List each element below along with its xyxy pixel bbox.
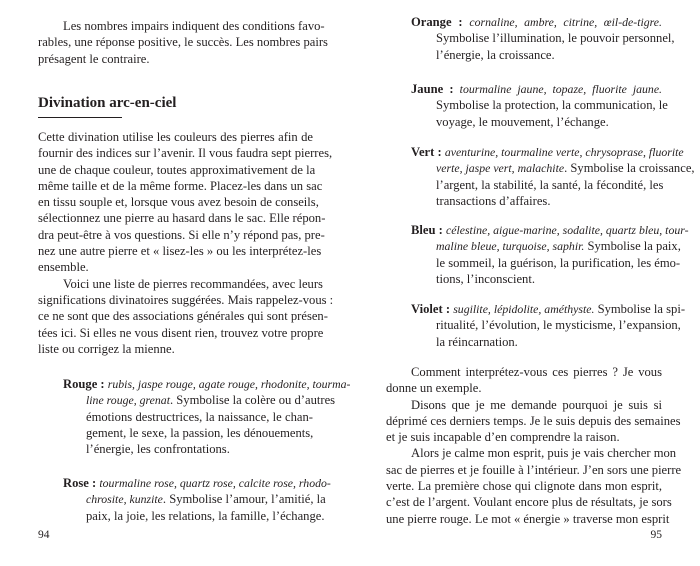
text-line — [63, 409, 313, 425]
text-line — [386, 462, 682, 478]
text-run: tées ici. Si elles ne vous disent rien, trouvez votre propre — [38, 325, 324, 340]
color-label: Rouge : — [63, 377, 108, 391]
text-line — [38, 145, 333, 161]
text-run: déprimé ces derniers temps. Je le suis depuis des semaines — [386, 413, 681, 428]
text-line — [411, 81, 662, 97]
text-run: Alors je calme mon esprit, puis je vais chercher mon — [411, 446, 677, 461]
stone-names: cornaline, ambre, citrine, œil-de-tigre. — [469, 15, 662, 29]
text-line — [386, 445, 677, 461]
text-run: donne un exemple. — [386, 381, 482, 396]
text-line — [38, 292, 334, 308]
stone-names: célestine, aigue-marine, sodalite, quartz bleu, tour- — [445, 223, 689, 237]
stone-names: tourmaline jaune, topaze, fluorite jaune. — [459, 82, 662, 96]
text-line — [38, 18, 325, 34]
text-run: la réincarnation. — [436, 334, 518, 349]
right-page — [350, 0, 700, 566]
text-line — [411, 160, 695, 176]
text-line — [38, 325, 324, 341]
stone-names: tourmaline rose, quartz rose, calcite rose, rhodo- — [99, 476, 331, 490]
text-run: rables, une réponse positive, le succès. Les nombres pairs — [38, 35, 328, 50]
color-label: Orange : — [411, 15, 470, 29]
text-run: fournir des indices sur l’avenir. Il vous faudra sept pierres, — [38, 146, 333, 161]
paragraph-prose — [386, 364, 682, 527]
text-line — [38, 51, 313, 67]
stone-names: verte, jaspe vert, malachite — [436, 161, 565, 176]
color-label: Jaune : — [411, 82, 460, 96]
text-run: voyage, le mouvement, l’échange. — [436, 114, 609, 129]
text-run: liste ou corrigez la mienne. — [38, 341, 175, 356]
text-run: . Symbolise l’amour, l’amitié, la — [162, 492, 326, 507]
text-line — [38, 34, 328, 50]
text-line — [63, 475, 331, 491]
text-run: significations divinatoires suggérées. Mais rappelez-vous : — [38, 292, 334, 307]
stone-names: sugilite, lépidolite, améthyste. — [453, 302, 595, 316]
text-line — [63, 491, 326, 507]
paragraph-p1 — [38, 18, 328, 67]
text-run: paix, la joie, les relations, la famille, l’échange. — [86, 508, 325, 523]
stone-names: maline bleue, turquoise, saphir. — [436, 239, 585, 254]
text-line — [386, 413, 681, 429]
text-line — [411, 255, 681, 271]
color-label: Violet : — [411, 302, 454, 316]
stone-names: line rouge, grenat — [86, 393, 170, 408]
text-line — [386, 397, 662, 413]
text-line — [411, 222, 689, 238]
text-run: c’est de l’argent. Voulant encore plus de résultats, je sors — [386, 495, 672, 510]
stone-entry-orange — [411, 14, 675, 63]
color-label: Vert : — [411, 145, 445, 159]
text-run: sac de pierres et je fouille à l’intérieur. J’en sors une pierre — [386, 462, 682, 477]
text-line — [38, 308, 328, 324]
text-line — [411, 14, 662, 30]
color-label: Bleu : — [411, 223, 446, 237]
text-run: . Symbolise la colère ou d’autres — [169, 393, 336, 408]
text-run: Disons que je me demande pourquoi je suis si — [411, 397, 662, 412]
text-line — [411, 144, 684, 160]
text-line — [63, 425, 313, 441]
text-line — [386, 511, 670, 527]
text-line — [411, 334, 662, 350]
text-run: ensemble. — [38, 260, 89, 275]
text-line — [38, 210, 326, 226]
text-line — [38, 259, 313, 275]
text-run: l’argent, la stabilité, la santé, la fécondité, les — [436, 177, 664, 192]
text-line — [411, 97, 668, 113]
text-run: Symbolise la protection, la communication, le — [436, 98, 668, 113]
stone-entry-rouge — [63, 376, 351, 457]
stone-entry-violet — [411, 301, 686, 350]
text-line — [38, 162, 316, 178]
text-line — [411, 47, 662, 63]
stone-entry-vert — [411, 144, 695, 209]
text-line — [411, 238, 681, 254]
text-run: . Symbolise la croissance, — [564, 161, 695, 176]
text-run: Comment interprétez-vous ces pierres ? Je vous — [411, 365, 662, 379]
text-run: même taille et de la même forme. Placez-les dans un sac — [38, 178, 323, 193]
text-line — [411, 114, 662, 130]
heading-underline — [38, 117, 122, 118]
page-number: 95 — [650, 529, 662, 541]
text-run: tions, l’inconscient. — [436, 271, 535, 286]
text-run: Symbolise la paix, — [584, 239, 681, 254]
text-line — [38, 129, 313, 145]
page-number: 94 — [38, 529, 50, 541]
text-line — [386, 364, 662, 380]
text-line — [63, 441, 313, 457]
text-run: ritualité, l’évolution, le mysticisme, l’expansion, — [436, 318, 681, 333]
text-run: Voici une liste de pierres recommandées, avec leurs — [63, 276, 323, 291]
text-line — [386, 429, 662, 445]
text-line — [38, 243, 322, 259]
text-run: en tissu souple et, lorsque vous avez besoin de conseils, — [38, 195, 319, 210]
text-run: présagent le contraire. — [38, 51, 150, 66]
text-line — [38, 276, 323, 292]
text-run: une de chaque couleur, toutes approximativement de la — [38, 162, 316, 177]
section-heading: Divination arc-en-ciel — [38, 95, 177, 111]
stone-names: aventurine, tourmaline verte, chrysoprase, fluorite — [444, 145, 684, 159]
text-line — [386, 478, 662, 494]
text-line — [63, 376, 351, 392]
text-line — [38, 227, 325, 243]
text-run: ce ne sont que des associations générales qui sont présen- — [38, 309, 328, 324]
stone-entry-bleu — [411, 222, 689, 287]
text-run: verte. La première chose qui clignote dans mon esprit, — [386, 479, 662, 494]
text-run: Cette divination utilise les couleurs des pierres afin de — [38, 130, 313, 144]
text-line — [411, 301, 686, 317]
text-run: l’énergie, les confrontations. — [86, 442, 230, 457]
text-line — [411, 30, 675, 46]
text-line — [38, 178, 323, 194]
text-run: l’énergie, la croissance. — [436, 47, 555, 62]
text-line — [411, 193, 662, 209]
text-line — [386, 380, 662, 396]
text-line — [63, 508, 325, 524]
text-run: et je suis incapable d’en comprendre la raison. — [386, 430, 620, 445]
text-line — [411, 317, 681, 333]
text-run: dra peut-être à vos questions. Si elle n’y répond pas, pre- — [38, 227, 325, 242]
text-run: sélectionnez une pierre au hasard dans le sac. Elle répon- — [38, 211, 326, 226]
text-run: Symbolise l’illumination, le pouvoir personnel, — [436, 31, 675, 46]
text-run: le sommeil, la guérison, la purification, les émo- — [436, 255, 681, 270]
text-run: émotions destructrices, la naissance, le chan- — [86, 409, 313, 424]
stone-names: rubis, jaspe rouge, agate rouge, rhodonite, tourma- — [107, 377, 351, 391]
text-line — [411, 177, 662, 193]
text-run: Les nombres impairs indiquent des conditions favo- — [63, 19, 325, 33]
text-line — [386, 494, 672, 510]
color-label: Rose : — [63, 476, 100, 490]
text-line — [38, 194, 319, 210]
paragraph-p2 — [38, 129, 334, 357]
text-run: Symbolise la spi- — [594, 302, 686, 316]
text-line — [38, 341, 313, 357]
stone-entry-rose — [63, 475, 331, 524]
text-run: nez une autre pierre et « lisez-les » ou les interprétez-les — [38, 244, 322, 259]
stone-entry-jaune — [411, 81, 668, 130]
text-run: gement, le sexe, la passion, les dénouements, — [86, 425, 314, 440]
text-line — [63, 392, 336, 408]
text-line — [411, 271, 662, 287]
text-run: transactions d’affaires. — [436, 193, 551, 208]
text-run: une pierre rouge. Le mot « énergie » traverse mon esprit — [386, 511, 670, 526]
stone-names: chrosite, kunzite — [86, 492, 163, 507]
